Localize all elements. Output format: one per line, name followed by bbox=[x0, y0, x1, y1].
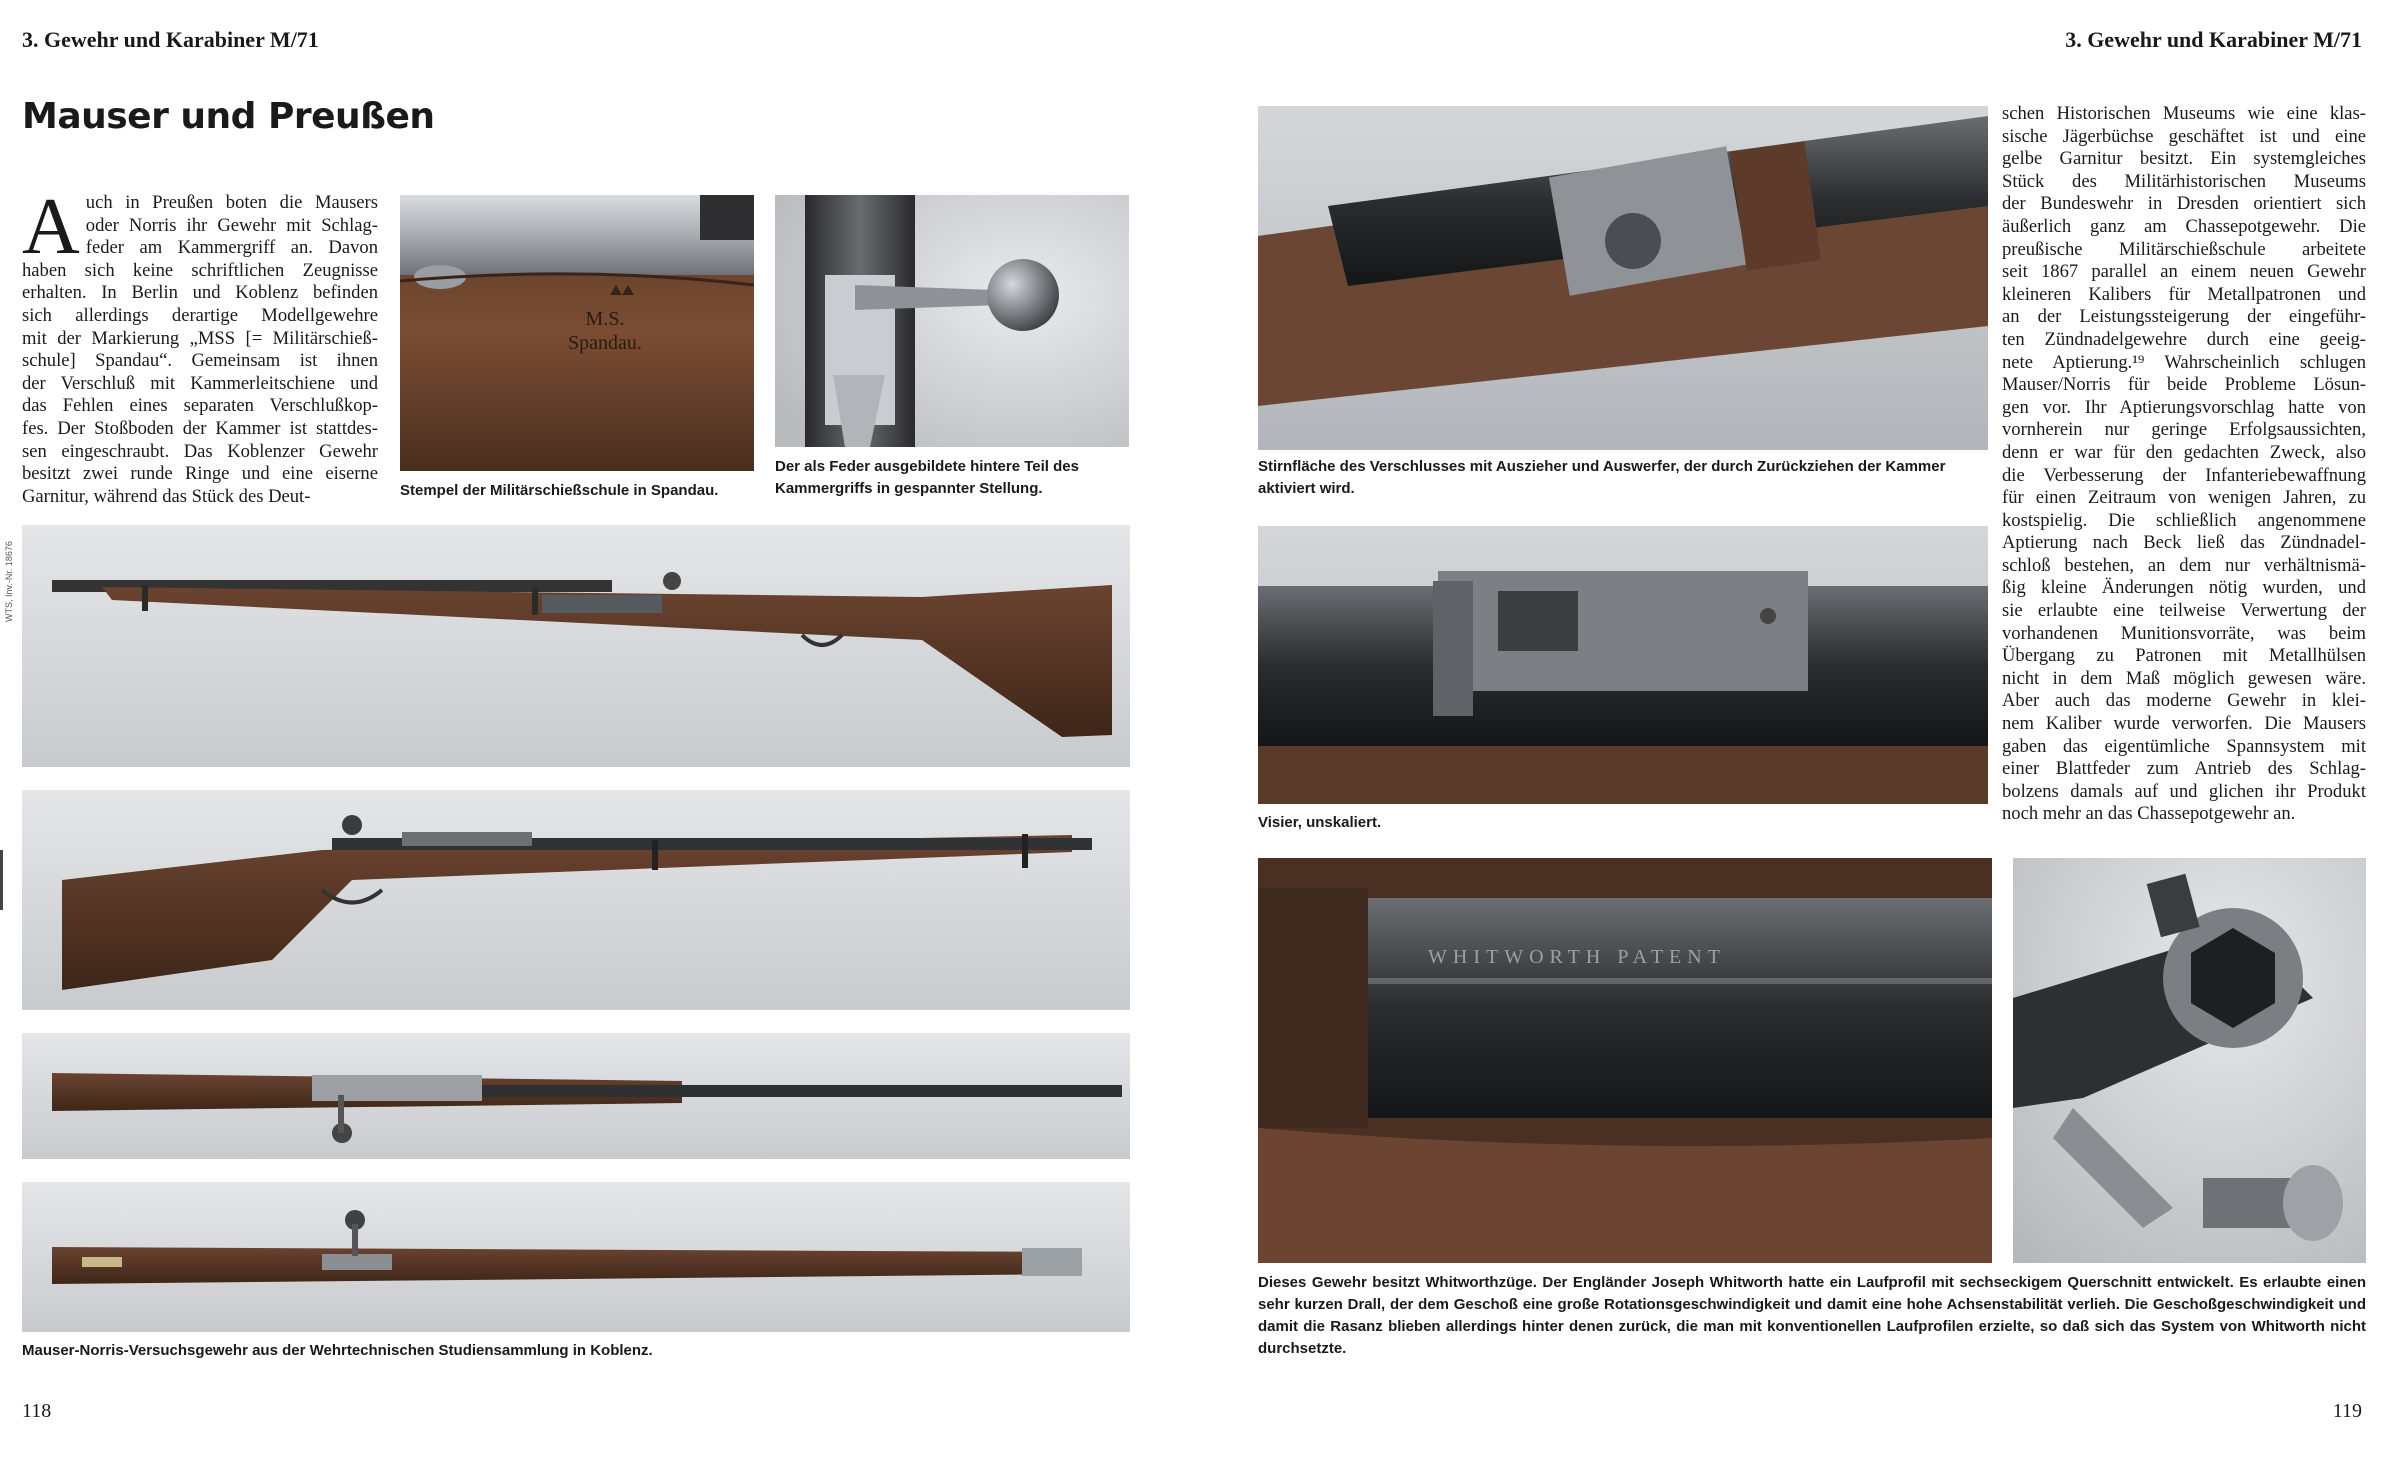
photo-rifle-right-side bbox=[22, 525, 1130, 767]
page-title: Mauser und Preußen bbox=[22, 96, 435, 137]
body-line: haben sich keine schriftlichen Zeugnisse bbox=[22, 259, 378, 281]
body-line: sich allerdings derartige Modellgewehre bbox=[22, 304, 378, 326]
body-line: Mauser/Norris für beide Probleme Lösun- bbox=[2002, 374, 2366, 396]
left-running-head: 3. Gewehr und Karabiner M/71 bbox=[22, 27, 319, 52]
photo-bolt-face bbox=[1258, 106, 1988, 450]
body-line: sische Jägerbüchse geschäftet ist und eine bbox=[2002, 125, 2366, 147]
edge-mark bbox=[0, 850, 3, 910]
caption-sight: Visier, unskaliert. bbox=[1258, 814, 1382, 831]
body-line: mit der Markierung „MSS [= Militärschieß- bbox=[22, 327, 378, 349]
left-body-text bbox=[22, 183, 378, 508]
body-line: noch mehr an das Chassepotgewehr an. bbox=[2002, 803, 2296, 825]
body-line: an der Leistungssteigerung der eingeführ- bbox=[2002, 306, 2366, 328]
body-line: der Bundeswehr in Dresden orientiert sich bbox=[2002, 193, 2366, 215]
caption-bolt-face: Stirnfläche des Verschlusses mit Auszieher und Auswerfer, der durch Zurückziehen der Kammer aktiviert wird. bbox=[1258, 458, 1946, 497]
caption-bolt-spring: Der als Feder ausgebildete hintere Teil des Kammergriffs in gespannter Stellung. bbox=[775, 458, 1079, 497]
photo-hexagonal-muzzle bbox=[2013, 858, 2366, 1263]
body-line: schule] Spandau“. Gemeinsam ist ihnen bbox=[22, 350, 378, 372]
body-line: denn er war für den gedachten Zweck, also bbox=[2002, 441, 2366, 463]
body-line: schen Historischen Museums wie eine klas- bbox=[2002, 103, 2366, 124]
photo-rifle-top-view bbox=[22, 1033, 1130, 1159]
caption-stamp: Stempel der Militärschießschule in Spandau. bbox=[400, 482, 719, 499]
body-line: kostspielig. Die schließlich angenommene bbox=[2002, 509, 2366, 531]
body-line: kleineren Kalibers für Metallpatronen und bbox=[2002, 283, 2366, 305]
body-line: Garnitur, während das Stück des Deut- bbox=[22, 485, 311, 507]
inventory-note: WTS, Inv.-Nr. 18676 bbox=[4, 541, 14, 622]
body-line: sie erlaubte eine teilweise Verwertung der bbox=[2002, 600, 2366, 622]
body-line: sen eingeschraubt. Das Koblenzer Gewehr bbox=[22, 440, 378, 462]
barrel-engraving: WHITWORTH PATENT bbox=[1428, 946, 1726, 968]
photo-whitworth-barrel bbox=[1258, 858, 1992, 1263]
body-line: fes. Der Stoßboden der Kammer ist stattdes- bbox=[22, 417, 378, 439]
right-body-text bbox=[2002, 103, 2366, 826]
body-line: besitzt zwei runde Ringe und eine eiserne bbox=[22, 463, 378, 485]
body-line: gaben das eigentümliche Spannsystem mit bbox=[2002, 735, 2366, 757]
body-line: gen vor. Ihr Aptierungsvorschlag hatte von bbox=[2002, 396, 2366, 418]
right-running-head: 3. Gewehr und Karabiner M/71 bbox=[2065, 27, 2362, 52]
stamp-engraving-line2: Spandau. bbox=[568, 332, 642, 354]
caption-whitworth: Dieses Gewehr besitzt Whitworthzüge. Der Engländer Joseph Whitworth hatte ein Laufprofil mit sechseckigem Querschnitt entwickelt. Es erlaubte einen sehr kurzen Drall, der dem Geschoß eine große Rotationsgeschwindigkeit und damit eine hohe Achsenstabilität verlieh. Die Geschoßgeschwindigkeit und damit die Rasanz blieben allerdings hinter denen zurück, die man mit konventionellen Laufprofilen erzielte, so daß sich das System von Whitworth nicht durchsetzte. bbox=[1258, 1274, 2366, 1357]
body-line: die Verbesserung der Infanteriebewaffnung bbox=[2002, 464, 2366, 486]
body-line: Aber auch das moderne Gewehr in klei- bbox=[2002, 690, 2366, 712]
body-line: Aptierung nach Beck ließ das Zündnadel- bbox=[2002, 532, 2366, 554]
left-page-number: 118 bbox=[22, 1400, 52, 1422]
photo-bolt-handle bbox=[775, 195, 1129, 447]
body-line: oder Norris ihr Gewehr mit Schlag- bbox=[85, 214, 378, 236]
photo-spandau-stamp bbox=[400, 195, 754, 471]
body-line: seit 1867 parallel an einem neuen Gewehr bbox=[2002, 261, 2366, 283]
body-line: vorhandenen Munitionsvorräte, was beim bbox=[2002, 622, 2366, 644]
drop-cap: A bbox=[22, 183, 80, 271]
body-line: äußerlich ganz am Chassepotgewehr. Die bbox=[2002, 215, 2366, 237]
body-line: bolzens damals auf und glichen ihr Produkt bbox=[2002, 780, 2366, 802]
body-line: uch in Preußen boten die Mausers bbox=[85, 192, 378, 213]
right-page-number: 119 bbox=[2332, 1400, 2362, 1422]
body-line: ßig kleine Änderungen nötig wurden, und bbox=[2002, 577, 2366, 599]
body-line: der Verschluß mit Kammerleitschiene und bbox=[22, 372, 378, 394]
body-line: gelbe Garnitur besitzt. Ein systemgleiches bbox=[2002, 148, 2366, 170]
body-line: einer Blattfeder zum Antrieb des Schlag- bbox=[2002, 758, 2366, 780]
photo-rifle-bottom-view bbox=[22, 1182, 1130, 1332]
photo-rifle-left-side bbox=[22, 790, 1130, 1010]
body-line: schloß bestehen, an dem nur verhältnismä- bbox=[2002, 554, 2366, 576]
body-line: nicht in dem Maß möglich gewesen wäre. bbox=[2002, 667, 2366, 689]
body-line: nete Aptierung.¹⁹ Wahrscheinlich schlugen bbox=[2002, 351, 2366, 373]
photo-rear-sight bbox=[1258, 526, 1988, 804]
body-line: nem Kaliber wurde verworfen. Die Mausers bbox=[2002, 713, 2366, 735]
body-line: ten Zündnadelgewehre durch eine geeig- bbox=[2002, 328, 2366, 350]
body-line: das Fehlen eines separaten Verschlußkop- bbox=[22, 395, 378, 417]
caption-rifles: Mauser-Norris-Versuchsgewehr aus der Wehrtechnischen Studiensammlung in Koblenz. bbox=[22, 1342, 653, 1359]
body-line: vornherein nur geringe Erfolgsaussichten, bbox=[2002, 419, 2366, 441]
body-line: für einen Zeitraum von wenigen Jahren, zu bbox=[2002, 487, 2366, 509]
body-line: erhalten. In Berlin und Koblenz befinden bbox=[22, 282, 378, 304]
body-line: feder am Kammergriff an. Davon bbox=[85, 237, 378, 259]
body-line: preußische Militärschießschule arbeitete bbox=[2002, 238, 2366, 260]
body-line: Übergang zu Patronen mit Metallhülsen bbox=[2002, 645, 2366, 667]
body-line: Stück des Militärhistorischen Museums bbox=[2002, 170, 2366, 192]
stamp-engraving-line1: M.S. bbox=[585, 308, 625, 330]
